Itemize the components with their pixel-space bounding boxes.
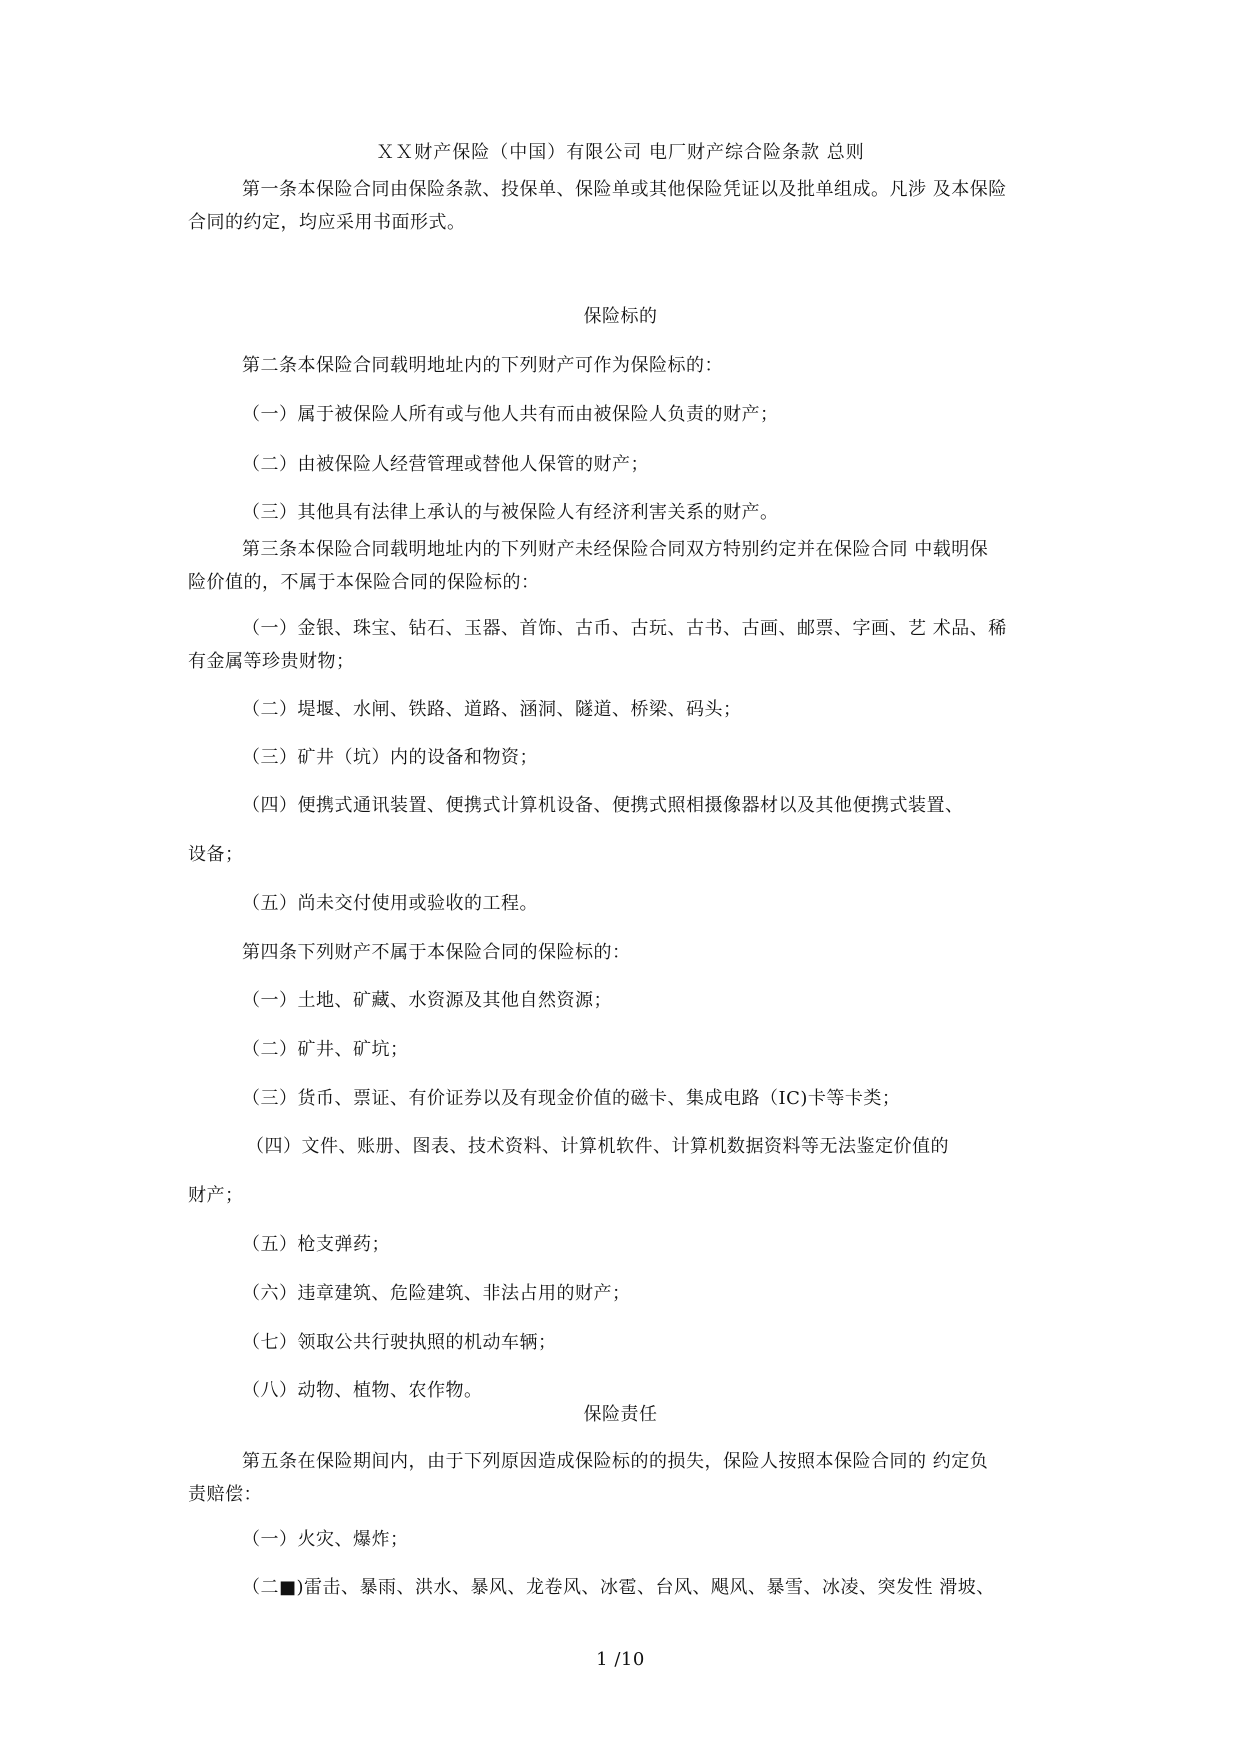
article-3-item-5: （五）尚未交付使用或验收的工程。 — [242, 893, 538, 914]
article-4-item-4-line-1: （四）文件、账册、图表、技术资料、计算机软件、计算机数据资料等无法鉴定价值的 — [246, 1136, 949, 1157]
article-2-item-2: （二）由被保险人经营管理或替他人保管的财产； — [242, 454, 649, 475]
article-3-item-3: （三）矿井（坑）内的设备和物资； — [242, 747, 538, 768]
article-4-item-8: （八）动物、植物、农作物。 — [242, 1380, 483, 1401]
article-3-item-4-line-2: 设备； — [188, 844, 244, 865]
article-4: 第四条下列财产不属于本保险合同的保险标的： — [242, 942, 631, 963]
article-5-line-2: 责赔偿： — [188, 1484, 262, 1505]
section-heading-liability: 保险责任 — [583, 1404, 658, 1425]
article-3-item-1-line-1: （一）金银、珠宝、钻石、玉器、首饰、古币、古玩、古书、古画、邮票、字画、艺 术品、稀 — [242, 618, 1007, 639]
page-number: 1 /10 — [596, 1649, 645, 1670]
document-title: ＸＸ财产保险（中国）有限公司 电厂财产综合险条款 总则 — [376, 142, 865, 163]
article-5-item-2: （二■)雷击、暴雨、洪水、暴风、龙卷风、冰雹、台风、飓风、暴雪、冰凌、突发性 滑坡、 — [242, 1577, 995, 1598]
article-3-line-2: 险价值的，不属于本保险合同的保险标的： — [188, 572, 540, 593]
article-4-item-1: （一）土地、矿藏、水资源及其他自然资源； — [242, 990, 612, 1011]
article-3-line-1: 第三条本保险合同载明地址内的下列财产未经保险合同双方特别约定并在保险合同 中载明保 — [242, 539, 989, 560]
section-heading-subject: 保险标的 — [583, 306, 658, 327]
article-4-item-7: （七）领取公共行驶执照的机动车辆； — [242, 1332, 557, 1353]
article-1-line-2: 合同的约定，均应采用书面形式。 — [188, 212, 466, 233]
article-2-item-1: （一）属于被保险人所有或与他人共有而由被保险人负责的财产； — [242, 404, 779, 425]
article-4-item-2: （二）矿井、矿坑； — [242, 1039, 409, 1060]
article-2: 第二条本保险合同载明地址内的下列财产可作为保险标的： — [242, 355, 723, 376]
article-1-line-1: 第一条本保险合同由保险条款、投保单、保险单或其他保险凭证以及批单组成。凡涉 及本保险 — [242, 179, 1007, 200]
article-3-item-1-line-2: 有金属等珍贵财物； — [188, 651, 355, 672]
article-5-item-1: （一）火灾、爆炸； — [242, 1529, 409, 1550]
article-2-item-3: （三）其他具有法律上承认的与被保险人有经济利害关系的财产。 — [242, 502, 779, 523]
article-5-line-1: 第五条在保险期间内，由于下列原因造成保险标的的损失，保险人按照本保险合同的 约定负 — [242, 1451, 989, 1472]
article-4-item-4-line-2: 财产； — [188, 1185, 244, 1206]
article-4-item-3: （三）货币、票证、有价证券以及有现金价值的磁卡、集成电路（IC)卡等卡类； — [242, 1088, 901, 1109]
article-3-item-2: （二）堤堰、水闸、铁路、道路、涵洞、隧道、桥梁、码头； — [242, 699, 742, 720]
article-4-item-6: （六）违章建筑、危险建筑、非法占用的财产； — [242, 1283, 631, 1304]
article-3-item-4-line-1: （四）便携式通讯装置、便携式计算机设备、便携式照相摄像器材以及其他便携式装置、 — [242, 795, 964, 816]
article-4-item-5: （五）枪支弹药； — [242, 1234, 390, 1255]
